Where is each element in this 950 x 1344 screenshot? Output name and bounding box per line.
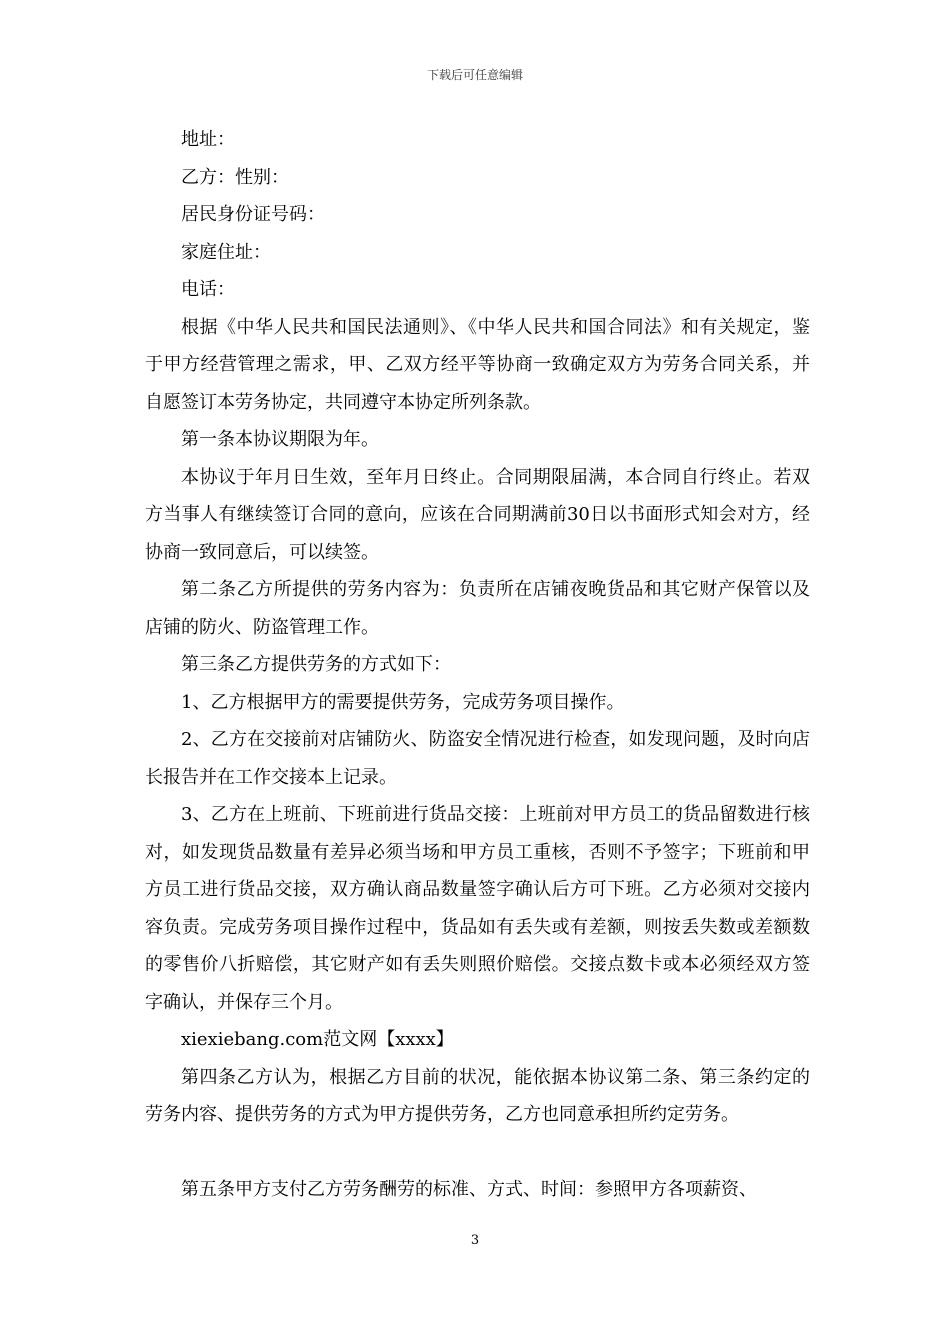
article-4-paragraph: 第四条乙方认为，根据乙方目前的状况，能依据本协议第二条、第三条约定的劳务内容、提供劳务的方式为甲方提供劳务，乙方也同意承担所约定劳务。 — [145, 1066, 810, 1125]
source-watermark-line: xiexiebang.com范文网【xxxx】 — [181, 1029, 454, 1050]
page-number: 3 — [470, 1233, 480, 1248]
preamble-paragraph: 根据《中华人民共和国民法通则》、《中华人民共和国合同法》和有关规定，鉴于甲方经营管理之需求，甲、乙双方经平等协商一致确定双方为劳务合同关系，并自愿签订本劳务协定，共同遵守本协定所列条款。 — [145, 316, 810, 413]
address-line: 地址： — [181, 129, 235, 150]
article-3-heading: 第三条乙方提供劳务的方式如下： — [181, 654, 451, 675]
party-b-gender-line: 乙方：性别： — [181, 166, 289, 188]
page-header: 下载后可任意编辑 — [426, 68, 523, 82]
article-1-term-paragraph: 本协议于年月日生效，至年月日终止。合同期限届满，本合同自行终止。若双方当事人有继续签订合同的意向，应该在合同期满前30日以书面形式知会对方，经协商一致同意后，可以续签。 — [145, 466, 810, 563]
home-address-line: 家庭住址： — [181, 241, 271, 263]
article-3-item-2: 2、乙方在交接前对店铺防火、防盗安全情况进行检查，如发现问题，及时向店长报告并在工作交接本上记录。 — [145, 729, 810, 788]
article-1-heading: 第一条本协议期限为年。 — [181, 429, 379, 450]
article-2-paragraph: 第二条乙方所提供的劳务内容为：负责所在店铺夜晚货品和其它财产保管以及店铺的防火、防盗管理工作。 — [145, 579, 810, 638]
paragraph-gap — [145, 1134, 810, 1172]
document-body — [145, 121, 810, 1209]
article-3-item-3: 3、乙方在上班前、下班前进行货品交接：上班前对甲方员工的货品留数进行核对，如发现货品数量有差异必须当场和甲方员工重核，否则不予签字；下班前和甲方员工进行货品交接，双方确认商品数量签字确认后方可下班。乙方必须对交接内容负责。完成劳务项目操作过程中，货品如有丢失或有差额，则按丢失数或差额数的零售价八折赔偿，其它财产如有丢失则照价赔偿。交接点数卡或本必须经双方签字确认，并保存三个月。 — [145, 804, 810, 1013]
article-5-paragraph: 第五条甲方支付乙方劳务酬劳的标准、方式、时间：参照甲方各项薪资、 — [181, 1179, 757, 1200]
phone-line: 电话： — [181, 279, 235, 300]
article-3-item-1: 1、乙方根据甲方的需要提供劳务，完成劳务项目操作。 — [181, 691, 625, 713]
id-number-line: 居民身份证号码： — [181, 204, 325, 225]
